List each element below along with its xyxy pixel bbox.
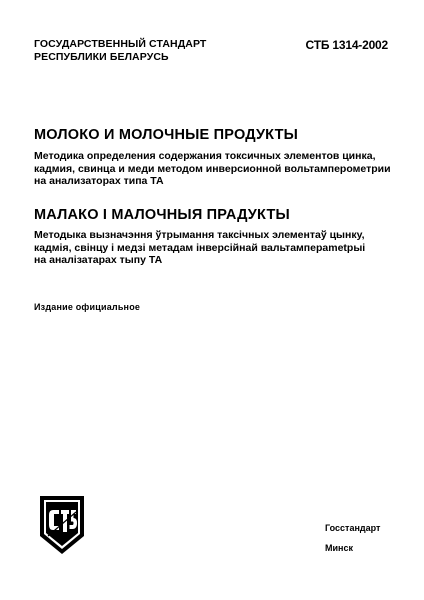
subtitle-belarusian (34, 229, 394, 267)
title-russian: МОЛОКО И МОЛОЧНЫЕ ПРОДУКТЫ (34, 127, 299, 143)
org-line-1: ГОСУДАРСТВЕННЫЙ СТАНДАРТ (34, 38, 207, 50)
org-line-2: РЕСПУБЛИКИ БЕЛАРУСЬ (34, 51, 169, 63)
subtitle-belarusian-line: кадмія, свінцу і медзі метадам інверсійнай вальтамперametрыі (34, 241, 366, 254)
edition-label: Издание официальное (34, 302, 141, 312)
subtitle-russian-line: кадмия, свинца и меди методом инверсионной вольтамперометрии (34, 162, 391, 175)
subtitle-russian-line: на анализаторах типа ТА (34, 175, 164, 187)
publisher-name: Госстандарт (325, 523, 381, 533)
organization-header (34, 38, 206, 64)
stb-logo-icon (34, 492, 90, 556)
publisher-city: Минск (325, 543, 353, 553)
subtitle-russian-line: Методика определения содержания токсичных элементов цинка, (34, 150, 376, 162)
subtitle-belarusian-line: на аналізатарах тыпу ТА (34, 254, 163, 266)
standard-code: СТБ 1314-2002 (305, 38, 388, 52)
subtitle-russian (34, 150, 394, 188)
title-belarusian: МАЛАКО І МАЛОЧНЫЯ ПРАДУКТЫ (34, 207, 290, 223)
subtitle-belarusian-line: Методыка вызначэння ўтрымання таксічных элементаў цынку, (34, 229, 365, 241)
